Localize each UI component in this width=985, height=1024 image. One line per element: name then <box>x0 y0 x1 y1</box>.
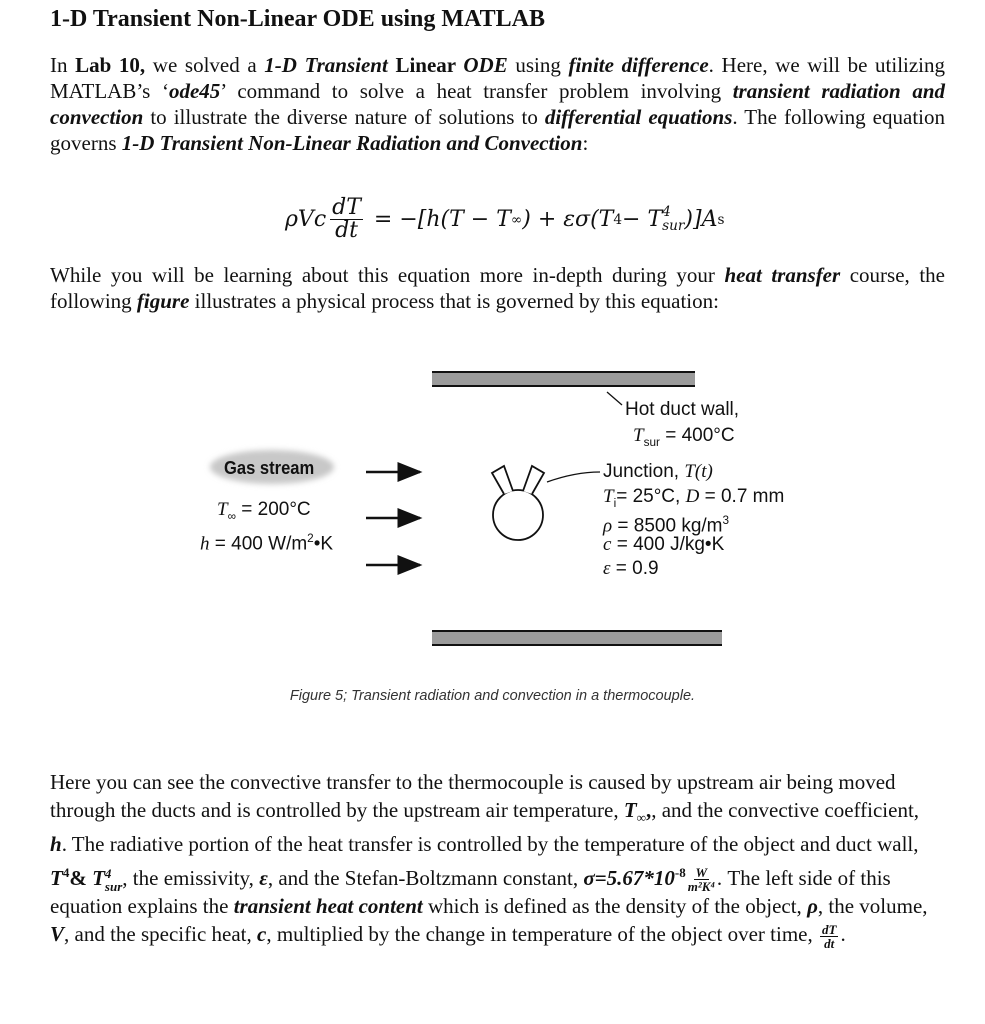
thermocouple-junction <box>492 466 544 540</box>
explanation-paragraph: Here you can see the convective transfer to the thermocouple is caused by upstream air being moved through the ducts and is controlled by the upstream air temperature, $T_\infty$,, and the convective coefficient, h. The radiative portion of the heat transfer is controlled by the temperature of the object and duct wall, $T^4\&$ T 4 sur , the emissivity, ε, and the Stefan-Boltzmann constant, $\sigma=5.67*10^{-8}$ $\frac{W}{\text{m²K⁴}}$ . The left side of this equation explains the transient heat content which is defined as the density of the object, ρ, the volume, V, and the specific heat, c, multiplied by the change in temperature of the object over time, $\frac{dT}{dt}$ . <box>50 770 928 951</box>
figure-drawing <box>0 360 985 660</box>
tinf-label: $T_\infty = 200^\circ C$ <box>217 499 311 523</box>
h-label: h = 400 $W/m^2•K$ <box>200 532 334 555</box>
thermocouple-figure <box>0 360 985 660</box>
bottom-duct-wall <box>432 631 722 645</box>
tsur-label: $T_{sur} = 400^\circ C$ <box>633 425 735 449</box>
rho-label: ρ = 8500 $kg/m^3$ <box>603 514 730 537</box>
ti-d-label: $T_i= 25^\circ C$, D = 0.7 mm <box>603 486 785 510</box>
c-label: c = 400 J/kg•K <box>603 534 725 555</box>
wall-label: Hot duct wall, <box>625 399 740 420</box>
intro-paragraph: In Lab 10, we solved a 1-D Transient Linear ODE using finite difference. Here, we will be utilizing MATLAB’s ‘ode45’ command to solve a heat transfer problem involving transient radiation and convection to illustrate the diverse nature of solutions to differential equations. The following equation governs 1-D Transient Non-Linear Radiation and Convection: <box>50 53 946 155</box>
governing-equation: ρVc $\frac{dT}{dt}$ = −[h(T − T ∞ ) + εσ(T 4 − T 4 sur )]A s <box>285 195 725 243</box>
junction-leader-line <box>547 472 600 482</box>
flow-arrows <box>366 472 420 565</box>
page-title: 1-D Transient Non-Linear ODE using MATLAB <box>50 6 545 32</box>
epsilon-label: ε = 0.9 <box>603 558 659 579</box>
gas-stream-label: Gas stream <box>224 458 315 478</box>
figure-caption: Figure 5; Transient radiation and convection in a thermocouple. <box>289 688 696 704</box>
top-duct-wall <box>432 372 695 386</box>
wall-leader-line <box>607 392 622 405</box>
figure-intro-paragraph: While you will be learning about this equation more in-depth during your heat transfer course, the following figure illustrates a physical process that is governed by this equation: <box>50 263 945 313</box>
junction-label: Junction, T(t) <box>603 461 713 482</box>
